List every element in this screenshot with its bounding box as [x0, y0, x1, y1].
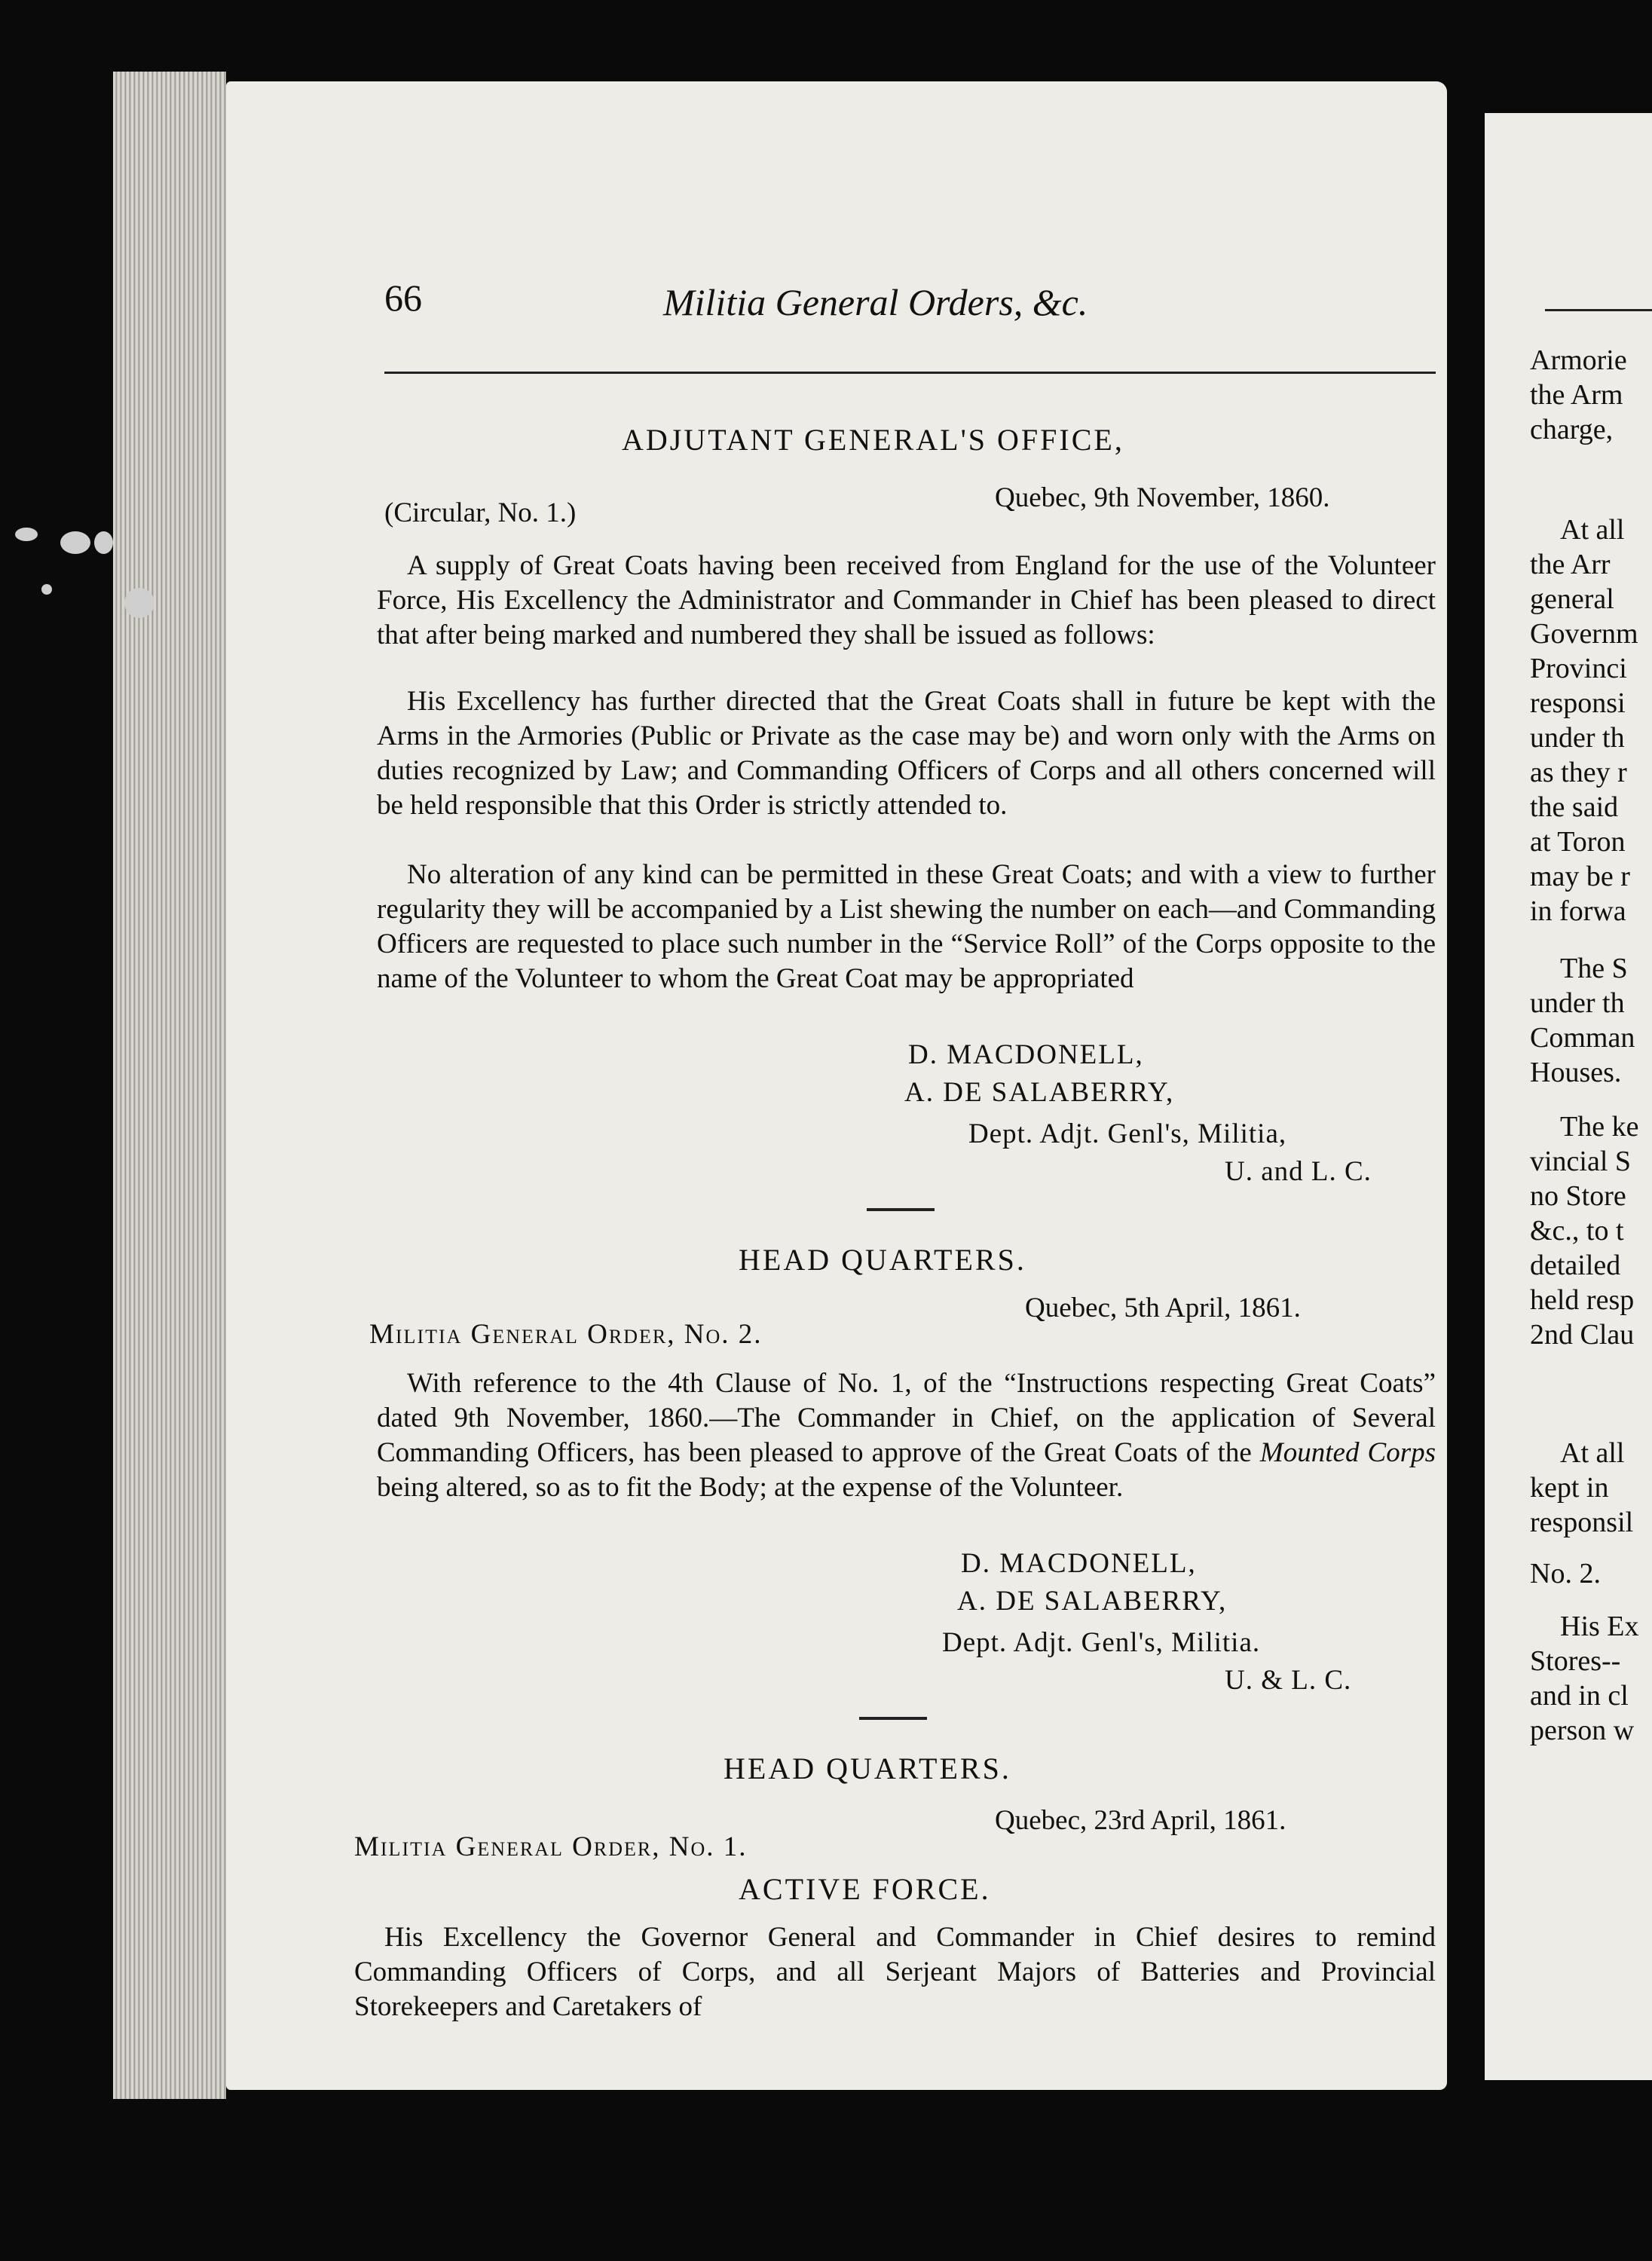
signature-salaberry: A. DE SALABERRY,: [904, 1077, 1175, 1108]
facing-page-fragment: at Toron: [1530, 826, 1626, 858]
section-divider-2: [859, 1717, 927, 1720]
facing-page-fragment: no Store: [1530, 1180, 1626, 1212]
facing-page-fragment: The S: [1560, 953, 1628, 984]
facing-page-fragment: responsi: [1530, 687, 1626, 719]
facing-page-fragment: Governm: [1530, 618, 1638, 650]
scan-speck: [124, 588, 154, 618]
facing-page-fragment: kept in: [1530, 1472, 1609, 1504]
facing-page-fragment: held resp: [1530, 1284, 1635, 1316]
section-divider: [867, 1208, 935, 1211]
facing-page-fragment: under th: [1530, 722, 1625, 754]
facing-page-rule: [1545, 309, 1652, 311]
signature-region: U. and L. C.: [1225, 1156, 1372, 1187]
book-page-edges: [113, 72, 226, 2099]
facing-page-fragment: His Ex: [1560, 1611, 1639, 1642]
section1-paragraph-3: No alteration of any kind can be permitted in these Great Coats; and with a view to further regularity they will be accompanied by a List shewing the number on each—and Commanding Officers are requested to place such number in the “Service Roll” of the Corps opposite to the name of the Volunteer to whom the Great Coat may be appropriated: [377, 859, 1436, 994]
facing-page: [1485, 113, 1652, 2080]
scan-speck: [41, 584, 52, 595]
facing-page-fragment: responsil: [1530, 1507, 1634, 1538]
scan-speck: [60, 531, 90, 554]
mounted-corps-italic: Mounted Corps: [1259, 1437, 1436, 1468]
facing-page-fragment: and in cl: [1530, 1680, 1629, 1712]
facing-page-fragment: Stores--: [1530, 1645, 1621, 1677]
section3-heading: HEAD QUARTERS.: [724, 1752, 1011, 1785]
facing-page-fragment: detailed: [1530, 1250, 1621, 1281]
facing-page-fragment: vincial S: [1530, 1146, 1632, 1177]
facing-page-fragment: At all: [1560, 514, 1625, 546]
facing-page-fragment: the Arr: [1530, 549, 1611, 580]
facing-page-fragment: charge,: [1530, 414, 1614, 445]
section3-paragraph: His Excellency the Governor General and Commander in Chief desires to remind Commanding Officers of Corps, and all Serjeant Majors of Batteries and Provincial Storekeepers and Caretakers of: [354, 1922, 1436, 2022]
scan-speck: [94, 531, 113, 554]
facing-page-fragment: &c., to t: [1530, 1215, 1624, 1247]
facing-page-fragment: No. 2.: [1530, 1558, 1601, 1589]
facing-page-fragment: the said: [1530, 791, 1619, 823]
scan-speck: [15, 528, 38, 541]
facing-page-fragment: Houses.: [1530, 1057, 1622, 1088]
section1-paragraph-1: A supply of Great Coats having been received from England for the use of the Volunteer Force, His Excellency the Administrator and Commander in Chief has been pleased to direct that after being marked and numbered they shall be issued as follows:: [377, 550, 1436, 650]
section2-order-number: Militia General Order, No. 2.: [369, 1319, 763, 1350]
facing-page-fragment: person w: [1530, 1715, 1635, 1746]
left-page: [226, 81, 1447, 2090]
circular-number: (Circular, No. 1.): [384, 497, 577, 528]
page-header: [226, 276, 1447, 329]
facing-page-fragment: Provinci: [1530, 653, 1627, 684]
facing-page-fragment: The ke: [1560, 1111, 1639, 1143]
facing-page-fragment: Armorie: [1530, 344, 1627, 376]
section2-paragraph: With reference to the 4th Clause of No. 1, of the “Instructions respecting Great Coats” dated 9th November, 1860.—The Commander in Chief, on the application of Several Commanding Officers, has been pleased to approve of the Great Coats of the Mounted Corps being altered, so as to fit the Body; at the expense of the Volunteer.: [377, 1368, 1436, 1503]
running-title: Militia General Orders, &c.: [663, 281, 1088, 323]
section3-subheading: ACTIVE FORCE.: [739, 1872, 991, 1906]
signature-macdonell: D. MACDONELL,: [908, 1039, 1144, 1070]
section1-paragraph-2: His Excellency has further directed that the Great Coats shall in future be kept with the Arms in the Armories (Public or Private as the case may be) and worn only with the Arms on duties recognized by Law; and Commanding Officers of Corps and all others concerned will be held responsible that this Order is strictly attended to.: [377, 686, 1436, 821]
facing-page-fragment: may be r: [1530, 861, 1630, 892]
facing-page-fragment: general: [1530, 583, 1614, 615]
section2-heading: HEAD QUARTERS.: [739, 1243, 1026, 1277]
facing-page-fragment: 2nd Clau: [1530, 1319, 1635, 1351]
signature-macdonell-2: D. MACDONELL,: [961, 1548, 1197, 1579]
facing-page-fragment: the Arm: [1530, 379, 1623, 411]
facing-page-fragment: Comman: [1530, 1022, 1635, 1054]
section3-date: Quebec, 23rd April, 1861.: [995, 1805, 1286, 1836]
section3-order-number: Militia General Order, No. 1.: [354, 1831, 748, 1862]
section1-heading: ADJUTANT GENERAL'S OFFICE,: [622, 423, 1124, 457]
page-number: 66: [384, 277, 422, 319]
facing-page-fragment: At all: [1560, 1437, 1625, 1469]
signature-region-2: U. & L. C.: [1225, 1665, 1352, 1696]
signature-title-2: Dept. Adjt. Genl's, Militia.: [942, 1627, 1261, 1658]
section1-date: Quebec, 9th November, 1860.: [995, 482, 1330, 513]
facing-page-fragment: in forwa: [1530, 895, 1626, 927]
signature-title: Dept. Adjt. Genl's, Militia,: [968, 1118, 1287, 1149]
facing-page-fragment: as they r: [1530, 757, 1627, 788]
signature-salaberry-2: A. DE SALABERRY,: [957, 1586, 1228, 1617]
header-rule: [384, 372, 1436, 374]
facing-page-fragment: under th: [1530, 987, 1625, 1019]
section2-date: Quebec, 5th April, 1861.: [1025, 1293, 1301, 1323]
